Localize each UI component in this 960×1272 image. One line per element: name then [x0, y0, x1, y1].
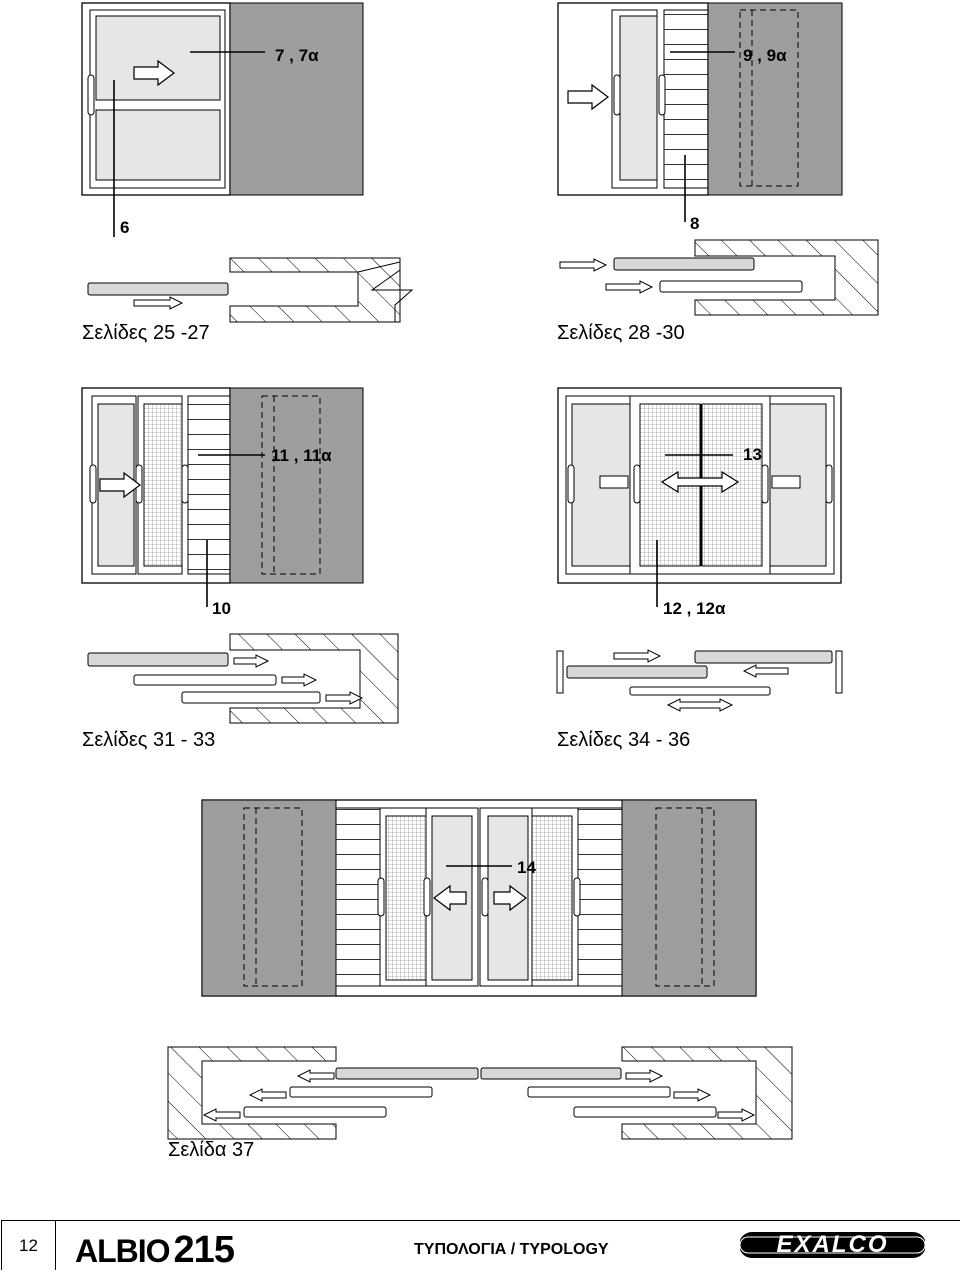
label-10: 10 — [212, 599, 231, 618]
section-typology-8-9 — [560, 240, 878, 315]
label-12-12a: 12 , 12α — [663, 599, 726, 618]
diagram-typology-10-11 — [82, 388, 363, 607]
caption-page-37: Σελίδα 37 — [168, 1139, 255, 1161]
section-title: ΤΥΠΟΛΟΓΙΑ / TYPOLOGY — [414, 1241, 609, 1258]
brand-number: 215 — [173, 1229, 234, 1271]
diagram-typology-8-9 — [558, 3, 842, 222]
label-9-9a: 9 , 9α — [743, 46, 787, 65]
section-typology-10-11 — [88, 634, 398, 723]
caption-pages-31-33: Σελίδες 31 - 33 — [82, 729, 216, 751]
diagram-typology-6-7 — [82, 3, 363, 237]
exalco-logo — [740, 1230, 925, 1260]
section-typology-12-13 — [557, 650, 842, 711]
section-typology-6-7 — [88, 258, 412, 322]
label-14: 14 — [517, 858, 536, 877]
label-11-11a: 11 , 11α — [271, 446, 332, 465]
label-6: 6 — [120, 218, 130, 237]
footer-rule — [56, 1220, 960, 1221]
section-typology-14 — [168, 1047, 792, 1139]
brand-name: ALBIO — [75, 1233, 170, 1269]
caption-pages-25-27: Σελίδες 25 -27 — [82, 322, 210, 344]
albio-logo — [75, 1229, 234, 1272]
exalco-logo-text: EXALCO — [776, 1231, 889, 1258]
diagram-typology-14 — [202, 800, 756, 996]
label-13: 13 — [743, 445, 762, 464]
caption-pages-34-36: Σελίδες 34 - 36 — [557, 729, 691, 751]
caption-pages-28-30: Σελίδες 28 -30 — [557, 322, 685, 344]
diagram-typology-12-13 — [558, 388, 841, 607]
label-8: 8 — [690, 214, 700, 233]
label-7-7a: 7 , 7α — [275, 46, 319, 65]
page-number: 12 — [1, 1220, 56, 1270]
